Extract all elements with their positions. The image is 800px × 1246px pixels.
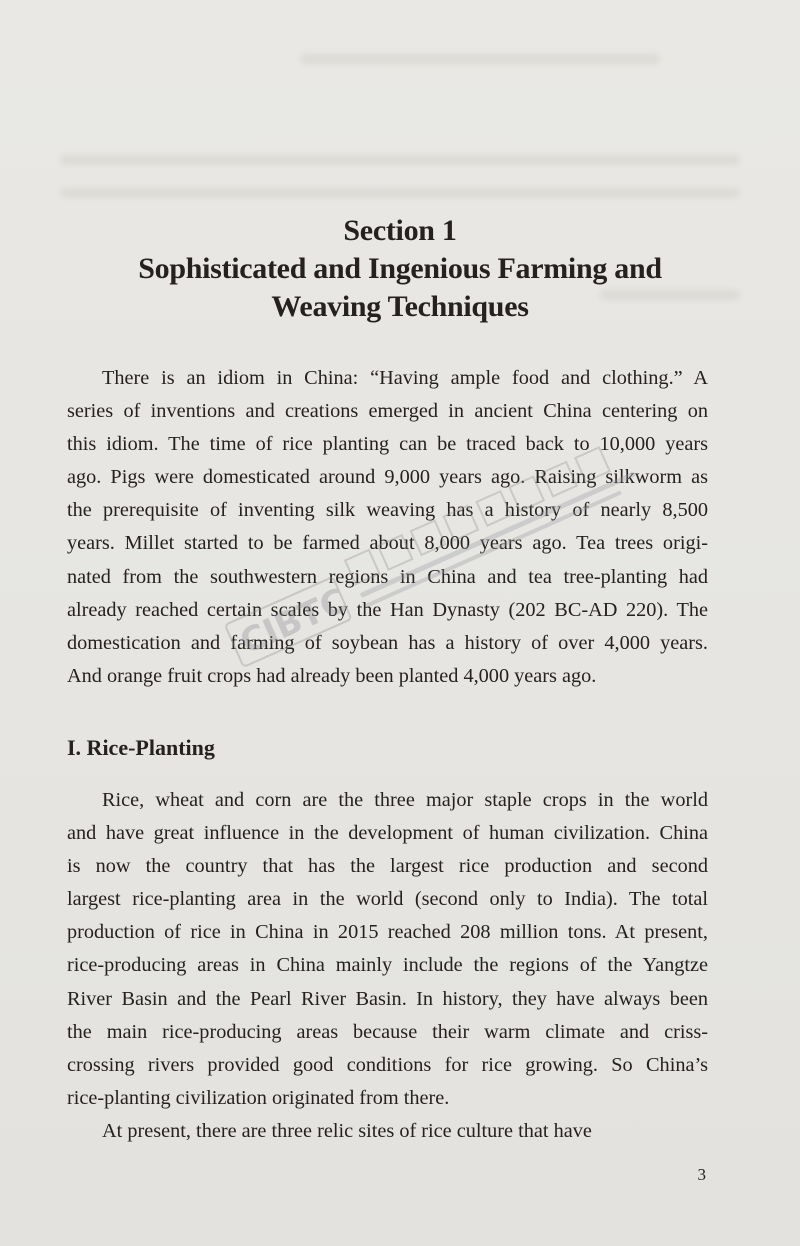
- page-number: 3: [697, 1165, 706, 1184]
- section-heading: [0, 212, 800, 326]
- text-line: There is an idiom in China: “Having ample food and clothing.” A: [102, 367, 708, 389]
- text-line: River Basin and the Pearl River Basin. In history, they have always been: [67, 987, 708, 1010]
- text-line: ago. Pigs were domesticated around 9,000 years ago. Raising silkworm as: [67, 466, 708, 489]
- section-title-line-2: Weaving Techniques: [271, 290, 529, 323]
- text-line: and have great influence in the development of human civilization. China: [67, 822, 708, 845]
- text-line: the prerequisite of inventing silk weaving has a history of nearly 8,500: [67, 499, 708, 522]
- rice-paragraph: [67, 784, 708, 1148]
- text-line: domestication and farming of soybean has a history of over 4,000 years.: [67, 631, 708, 654]
- text-line: this idiom. The time of rice planting can be traced back to 10,000 years: [67, 433, 708, 456]
- text-line: is now the country that has the largest rice production and second: [67, 855, 708, 878]
- show-through-mark: [60, 155, 740, 165]
- show-through-mark: [300, 54, 660, 64]
- intro-paragraph: [67, 362, 708, 693]
- text-line: Rice, wheat and corn are the three major staple crops in the world: [102, 789, 708, 811]
- section-number: Section 1: [343, 214, 457, 247]
- watermark-text: CIBTC: [234, 580, 353, 663]
- section-title-line-1: Sophisticated and Ingenious Farming and: [138, 252, 662, 285]
- text-line: largest rice-planting area in the world (second only to India). The total: [67, 888, 708, 911]
- text-line: the main rice-producing areas because their warm climate and criss-: [67, 1020, 708, 1043]
- show-through-mark: [60, 188, 740, 198]
- text-line: years. Millet started to be farmed about 8,000 years ago. Tea trees origi-: [67, 532, 708, 555]
- text-line: production of rice in China in 2015 reached 208 million tons. At present,: [67, 921, 708, 944]
- text-line: already reached certain scales by the Han Dynasty (202 BC-AD 220). The: [67, 598, 708, 621]
- subsection-heading: I. Rice-Planting: [67, 735, 215, 760]
- text-line: crossing rivers provided good conditions for rice growing. So China’s: [67, 1053, 708, 1076]
- text-line: At present, there are three relic sites of rice culture that have: [102, 1119, 592, 1142]
- text-line: series of inventions and creations emerged in ancient China centering on: [67, 400, 708, 423]
- text-line: And orange fruit crops had already been planted 4,000 years ago.: [67, 664, 597, 687]
- text-line: nated from the southwestern regions in China and tea tree-planting had: [67, 565, 708, 588]
- text-line: rice-planting civilization originated from there.: [67, 1086, 450, 1109]
- text-line: rice-producing areas in China mainly include the regions of the Yangtze: [67, 954, 708, 977]
